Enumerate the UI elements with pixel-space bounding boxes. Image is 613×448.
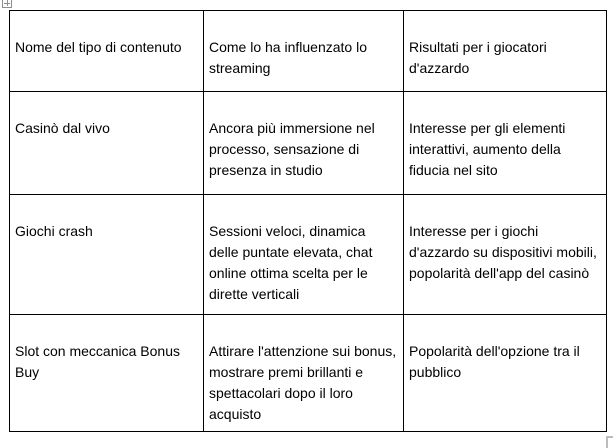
table-row [10, 315, 607, 432]
table-cell[interactable]: Sessioni veloci, dinamica delle puntate elevata, chat online ottima scelta per le dirette verticali [204, 195, 404, 315]
table-header-row [10, 11, 607, 92]
table-cell[interactable]: Interesse per i giochi d'azzardo su dispositivi mobili, popolarità dell'app del casinò [404, 195, 607, 315]
content-types-table [9, 10, 607, 432]
move-handle-plus-vertical [7, 0, 8, 6]
table-cell[interactable]: Casinò dal vivo [10, 92, 204, 195]
header-cell-streaming-influence[interactable]: Come lo ha influenzato lo streaming [204, 11, 404, 92]
table-cell[interactable]: Interesse per gli elementi interattivi, aumento della fiducia nel sito [404, 92, 607, 195]
table-move-handle-icon[interactable] [2, 0, 12, 8]
table-cell[interactable]: Giochi crash [10, 195, 204, 315]
header-cell-content-type[interactable]: Nome del tipo di contenuto [10, 11, 204, 92]
table-row [10, 195, 607, 315]
table-cell[interactable]: Ancora più immersione nel processo, sensazione di presenza in studio [204, 92, 404, 195]
header-cell-gambler-results[interactable]: Risultati per i giocatori d'azzardo [404, 11, 607, 92]
table-resize-handle-icon[interactable] [606, 436, 613, 448]
table-cell[interactable]: Slot con meccanica Bonus Buy [10, 315, 204, 432]
table-cell[interactable]: Attirare l'attenzione sui bonus, mostrare premi brillanti e spettacolari dopo il loro acquisto [204, 315, 404, 432]
table-row [10, 92, 607, 195]
table-cell[interactable]: Popolarità dell'opzione tra il pubblico [404, 315, 607, 432]
